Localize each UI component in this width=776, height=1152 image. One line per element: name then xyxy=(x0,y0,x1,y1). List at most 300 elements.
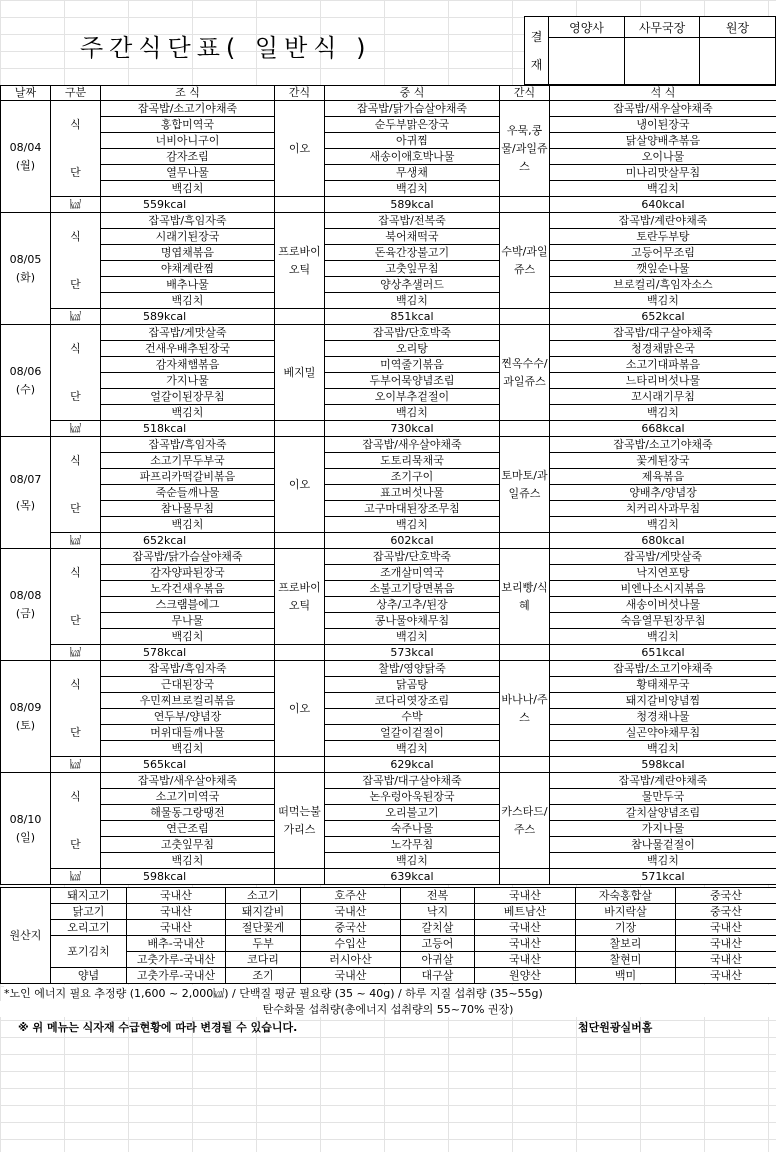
origin-country: 국내산 xyxy=(676,968,776,984)
category-cell: 식 xyxy=(51,789,101,805)
dinner-kcal: 651kcal xyxy=(550,645,776,661)
menu-row xyxy=(1,245,776,261)
breakfast-kcal: 565kcal xyxy=(101,757,275,773)
origin-country: 원양산 xyxy=(475,968,576,984)
afternoon-snack: 토마토/과일쥬스 xyxy=(500,437,550,533)
category-cell xyxy=(51,661,101,677)
approval-label: 결 재 xyxy=(525,17,549,85)
breakfast-item: 가지나물 xyxy=(101,373,275,389)
dinner-item: 잡곡밥/계란야채죽 xyxy=(550,213,776,229)
menu-row xyxy=(1,677,776,693)
column-header: 날짜 xyxy=(1,86,51,101)
date-cell xyxy=(1,773,51,885)
menu-row xyxy=(1,117,776,133)
dinner-item: 잡곡밥/계란야채죽 xyxy=(550,773,776,789)
kcal-spacer xyxy=(275,309,325,325)
breakfast-item: 열무나물 xyxy=(101,165,275,181)
breakfast-item: 감자채햄볶음 xyxy=(101,357,275,373)
origin-country: 국내산 xyxy=(676,920,776,936)
origin-row xyxy=(1,936,776,952)
breakfast-item: 잡곡밥/닭가슴살야채죽 xyxy=(101,549,275,565)
date: 08/08 xyxy=(9,588,42,602)
dinner-item: 백김치 xyxy=(550,181,776,197)
breakfast-item: 잡곡밥/흑임자죽 xyxy=(101,213,275,229)
origin-row xyxy=(1,904,776,920)
origin-country: 국내산 xyxy=(676,952,776,968)
origin-country: 국내산 xyxy=(127,920,226,936)
lunch-item: 백김치 xyxy=(325,629,500,645)
origin-item: 바지락살 xyxy=(576,904,676,920)
menu-row xyxy=(1,389,776,405)
lunch-item: 새송이애호박나물 xyxy=(325,149,500,165)
organization-name: 첨단원광실버홈 xyxy=(578,1021,653,1034)
dinner-item: 청경채나물 xyxy=(550,709,776,725)
menu-row xyxy=(1,837,776,853)
dinner-kcal: 680kcal xyxy=(550,533,776,549)
kcal-label: ㎉ xyxy=(51,645,101,661)
kcal-label: ㎉ xyxy=(51,309,101,325)
category-cell: 식 xyxy=(51,677,101,693)
column-header: 석 식 xyxy=(550,86,776,101)
origin-country: 국내산 xyxy=(475,952,576,968)
origin-country: 국내산 xyxy=(475,888,576,904)
dinner-item: 토란두부탕 xyxy=(550,229,776,245)
category-cell xyxy=(51,373,101,389)
weekday: (일) xyxy=(15,830,36,844)
origin-item: 코다리 xyxy=(226,952,301,968)
menu-row xyxy=(1,869,776,885)
menu-row xyxy=(1,853,776,869)
category-cell: 단 xyxy=(51,165,101,181)
afternoon-snack: 바나나/주스 xyxy=(500,661,550,757)
lunch-item: 순두부맑은장국 xyxy=(325,117,500,133)
breakfast-item: 백김치 xyxy=(101,629,275,645)
breakfast-kcal: 598kcal xyxy=(101,869,275,885)
origin-item: 대구살 xyxy=(401,968,475,984)
menu-row xyxy=(1,693,776,709)
category-cell: 단 xyxy=(51,725,101,741)
breakfast-kcal: 578kcal xyxy=(101,645,275,661)
origin-country: 국내산 xyxy=(301,968,401,984)
breakfast-item: 감자조림 xyxy=(101,149,275,165)
menu-row xyxy=(1,805,776,821)
nutrition-note: *노인 에너지 필요 추정량 (1,600 ~ 2,000㎉) / 단백질 평균 필요량 (35 ~ 40g) / 하루 지질 섭취량 (35~55g) xyxy=(4,985,776,1001)
kcal-spacer xyxy=(500,421,550,437)
lunch-item: 찰밥/영양닭죽 xyxy=(325,661,500,677)
menu-row xyxy=(1,773,776,789)
menu-row xyxy=(1,325,776,341)
column-header: 조 식 xyxy=(101,86,275,101)
lunch-item: 소불고기당면볶음 xyxy=(325,581,500,597)
category-cell xyxy=(51,773,101,789)
lunch-item: 도토리묵채국 xyxy=(325,453,500,469)
menu-row xyxy=(1,565,776,581)
menu-row xyxy=(1,533,776,549)
breakfast-item: 소고기무두부국 xyxy=(101,453,275,469)
origin-item: 고등어 xyxy=(401,936,475,952)
date: 08/09 xyxy=(9,700,42,714)
category-cell xyxy=(51,149,101,165)
category-cell xyxy=(51,325,101,341)
change-notice: ※ 위 메뉴는 식자재 수급현황에 따라 변경될 수 있습니다. xyxy=(18,1021,298,1034)
menu-row xyxy=(1,277,776,293)
approval-sign-box[interactable] xyxy=(625,38,700,85)
origin-item: 조기 xyxy=(226,968,301,984)
menu-row xyxy=(1,133,776,149)
breakfast-item: 파프리카떡갈비볶음 xyxy=(101,469,275,485)
dinner-item: 백김치 xyxy=(550,741,776,757)
menu-row xyxy=(1,437,776,453)
menu-row xyxy=(1,293,776,309)
menu-row xyxy=(1,421,776,437)
lunch-item: 무생채 xyxy=(325,165,500,181)
category-cell: 식 xyxy=(51,117,101,133)
dinner-kcal: 652kcal xyxy=(550,309,776,325)
approval-sign-box[interactable] xyxy=(700,38,776,85)
dinner-kcal: 598kcal xyxy=(550,757,776,773)
breakfast-item: 연근조림 xyxy=(101,821,275,837)
kcal-spacer xyxy=(275,869,325,885)
date-cell xyxy=(1,101,51,213)
morning-snack: 프로바이오틱 xyxy=(275,549,325,645)
date-cell xyxy=(1,325,51,437)
approval-sign-box[interactable] xyxy=(549,38,625,85)
origin-item: 양념 xyxy=(51,968,127,984)
origin-country: 국내산 xyxy=(127,888,226,904)
lunch-item: 노각무침 xyxy=(325,837,500,853)
dinner-item: 소고기대파볶음 xyxy=(550,357,776,373)
origin-item: 절단꽃게 xyxy=(226,920,301,936)
menu-row xyxy=(1,597,776,613)
lunch-item: 코다리엿장조림 xyxy=(325,693,500,709)
kcal-spacer xyxy=(275,533,325,549)
lunch-item: 닭곰탕 xyxy=(325,677,500,693)
approval-role: 사무국장 xyxy=(625,17,700,38)
breakfast-item: 고춧잎무침 xyxy=(101,837,275,853)
dinner-item: 잡곡밥/새우살야채죽 xyxy=(550,101,776,117)
category-cell xyxy=(51,213,101,229)
afternoon-snack: 수박/과일쥬스 xyxy=(500,213,550,309)
category-cell xyxy=(51,597,101,613)
category-cell xyxy=(51,517,101,533)
kcal-label: ㎉ xyxy=(51,533,101,549)
dinner-item: 낙지연포탕 xyxy=(550,565,776,581)
lunch-item: 고구마대된장조무침 xyxy=(325,501,500,517)
dinner-item: 청경채맑은국 xyxy=(550,341,776,357)
origin-row xyxy=(1,968,776,984)
origin-row xyxy=(1,888,776,904)
kcal-spacer xyxy=(500,197,550,213)
category-cell xyxy=(51,805,101,821)
breakfast-item: 시래기된장국 xyxy=(101,229,275,245)
category-cell xyxy=(51,853,101,869)
origin-country: 중국산 xyxy=(676,904,776,920)
origin-item: 백미 xyxy=(576,968,676,984)
lunch-item: 잡곡밥/닭가슴살야채죽 xyxy=(325,101,500,117)
menu-row xyxy=(1,661,776,677)
menu-row xyxy=(1,181,776,197)
breakfast-item: 머위대들깨나물 xyxy=(101,725,275,741)
origin-row xyxy=(1,920,776,936)
origin-item: 오리고기 xyxy=(51,920,127,936)
lunch-item: 백김치 xyxy=(325,517,500,533)
lunch-item: 수박 xyxy=(325,709,500,725)
category-cell: 식 xyxy=(51,229,101,245)
morning-snack: 이오 xyxy=(275,101,325,197)
origin-country: 수입산 xyxy=(301,936,401,952)
menu-row xyxy=(1,709,776,725)
lunch-item: 숙주나물 xyxy=(325,821,500,837)
morning-snack: 떠먹는불가리스 xyxy=(275,773,325,869)
afternoon-snack: 찐옥수수/과일쥬스 xyxy=(500,325,550,421)
breakfast-item: 잡곡밥/소고기야채죽 xyxy=(101,101,275,117)
category-cell xyxy=(51,293,101,309)
breakfast-item: 소고기미역국 xyxy=(101,789,275,805)
origin-country: 국내산 xyxy=(475,936,576,952)
origin-item: 두부 xyxy=(226,936,301,952)
lunch-item: 백김치 xyxy=(325,181,500,197)
dinner-item: 미나리맛살무침 xyxy=(550,165,776,181)
breakfast-item: 홍합미역국 xyxy=(101,117,275,133)
dinner-item: 느타리버섯나물 xyxy=(550,373,776,389)
kcal-label: ㎉ xyxy=(51,757,101,773)
category-cell: 식 xyxy=(51,565,101,581)
category-cell: 단 xyxy=(51,277,101,293)
category-cell xyxy=(51,261,101,277)
origin-country: 배추-국내산 xyxy=(127,936,226,952)
category-cell xyxy=(51,245,101,261)
origin-country: 베트남산 xyxy=(475,904,576,920)
approval-role: 원장 xyxy=(700,17,776,38)
weekly-menu-table xyxy=(0,85,776,885)
menu-row xyxy=(1,581,776,597)
date-cell xyxy=(1,213,51,325)
dinner-item: 백김치 xyxy=(550,293,776,309)
kcal-spacer xyxy=(500,533,550,549)
dinner-item: 참나물겉절이 xyxy=(550,837,776,853)
origin-label: 원산지 xyxy=(1,888,51,984)
origin-item: 갈치살 xyxy=(401,920,475,936)
category-cell: 식 xyxy=(51,341,101,357)
lunch-item: 백김치 xyxy=(325,741,500,757)
weekday: (화) xyxy=(15,270,36,284)
menu-row xyxy=(1,453,776,469)
category-cell: 단 xyxy=(51,837,101,853)
lunch-item: 얼갈이겉절이 xyxy=(325,725,500,741)
category-cell xyxy=(51,549,101,565)
breakfast-item: 백김치 xyxy=(101,181,275,197)
kcal-spacer xyxy=(275,421,325,437)
lunch-item: 양상추샐러드 xyxy=(325,277,500,293)
lunch-kcal: 573kcal xyxy=(325,645,500,661)
origin-item: 돼지고기 xyxy=(51,888,127,904)
kcal-spacer xyxy=(275,757,325,773)
dinner-kcal: 640kcal xyxy=(550,197,776,213)
lunch-kcal: 730kcal xyxy=(325,421,500,437)
category-cell xyxy=(51,693,101,709)
category-cell: 식 xyxy=(51,453,101,469)
kcal-spacer xyxy=(275,197,325,213)
breakfast-item: 백김치 xyxy=(101,405,275,421)
lunch-item: 북어채떡국 xyxy=(325,229,500,245)
dinner-item: 닭살양배추볶음 xyxy=(550,133,776,149)
breakfast-item: 백김치 xyxy=(101,517,275,533)
date: 08/06 xyxy=(9,364,42,378)
breakfast-item: 잡곡밥/흑임자죽 xyxy=(101,661,275,677)
date: 08/05 xyxy=(9,252,42,266)
origin-item: 소고기 xyxy=(226,888,301,904)
breakfast-item: 노각건새우볶음 xyxy=(101,581,275,597)
breakfast-item: 감자양파된장국 xyxy=(101,565,275,581)
kcal-label: ㎉ xyxy=(51,197,101,213)
weekday: (금) xyxy=(15,606,36,620)
menu-row xyxy=(1,373,776,389)
origin-item: 전복 xyxy=(401,888,475,904)
kcal-spacer xyxy=(500,309,550,325)
dinner-item: 갈치살양념조림 xyxy=(550,805,776,821)
menu-row xyxy=(1,549,776,565)
lunch-item: 백김치 xyxy=(325,405,500,421)
lunch-item: 오리불고기 xyxy=(325,805,500,821)
category-cell xyxy=(51,469,101,485)
breakfast-item: 죽순들깨나물 xyxy=(101,485,275,501)
menu-row xyxy=(1,213,776,229)
category-cell xyxy=(51,133,101,149)
origin-country: 국내산 xyxy=(475,920,576,936)
menu-row xyxy=(1,165,776,181)
origin-table xyxy=(0,887,776,984)
date: 08/07 xyxy=(9,472,42,486)
menu-row xyxy=(1,149,776,165)
breakfast-item: 잡곡밥/흑임자죽 xyxy=(101,437,275,453)
breakfast-item: 백김치 xyxy=(101,741,275,757)
origin-item: 찰보리 xyxy=(576,936,676,952)
dinner-item: 백김치 xyxy=(550,853,776,869)
menu-row xyxy=(1,405,776,421)
category-cell: 단 xyxy=(51,613,101,629)
category-cell: 단 xyxy=(51,501,101,517)
menu-row xyxy=(1,645,776,661)
lunch-item: 잡곡밥/단호박죽 xyxy=(325,325,500,341)
morning-snack: 프로바이오틱 xyxy=(275,213,325,309)
menu-row xyxy=(1,357,776,373)
dinner-item: 물만두국 xyxy=(550,789,776,805)
lunch-item: 잡곡밥/대구살야채죽 xyxy=(325,773,500,789)
kcal-label: ㎉ xyxy=(51,869,101,885)
breakfast-item: 해물동그랑땡전 xyxy=(101,805,275,821)
origin-item: 아귀살 xyxy=(401,952,475,968)
menu-row xyxy=(1,629,776,645)
dinner-kcal: 571kcal xyxy=(550,869,776,885)
morning-snack: 이오 xyxy=(275,661,325,757)
category-cell xyxy=(51,357,101,373)
lunch-kcal: 639kcal xyxy=(325,869,500,885)
morning-snack: 이오 xyxy=(275,437,325,533)
dinner-item: 고등어무조림 xyxy=(550,245,776,261)
kcal-spacer xyxy=(500,757,550,773)
breakfast-item: 근대된장국 xyxy=(101,677,275,693)
weekday: (토) xyxy=(15,718,36,732)
breakfast-item: 배추나물 xyxy=(101,277,275,293)
breakfast-item: 연두부/양념장 xyxy=(101,709,275,725)
category-cell xyxy=(51,629,101,645)
origin-country: 호주산 xyxy=(301,888,401,904)
weekday: (월) xyxy=(15,158,36,172)
dinner-item: 냉이된장국 xyxy=(550,117,776,133)
menu-row xyxy=(1,517,776,533)
lunch-item: 두부어묵양념조림 xyxy=(325,373,500,389)
origin-item: 닭고기 xyxy=(51,904,127,920)
lunch-item: 오리탕 xyxy=(325,341,500,357)
origin-item: 낙지 xyxy=(401,904,475,920)
category-cell xyxy=(51,709,101,725)
category-cell xyxy=(51,437,101,453)
lunch-item: 잡곡밥/새우살야채죽 xyxy=(325,437,500,453)
dinner-item: 잡곡밥/소고기야채죽 xyxy=(550,437,776,453)
menu-row xyxy=(1,309,776,325)
menu-row xyxy=(1,341,776,357)
breakfast-item: 명엽채볶음 xyxy=(101,245,275,261)
lunch-item: 백김치 xyxy=(325,853,500,869)
afternoon-snack: 우묵,콩물/과일쥬스 xyxy=(500,101,550,197)
afternoon-snack: 카스타드/주스 xyxy=(500,773,550,869)
dinner-item: 가지나물 xyxy=(550,821,776,837)
lunch-kcal: 851kcal xyxy=(325,309,500,325)
kcal-label: ㎉ xyxy=(51,421,101,437)
column-header: 간식 xyxy=(275,86,325,101)
dinner-item: 양배추/양념장 xyxy=(550,485,776,501)
dinner-item: 제육볶음 xyxy=(550,469,776,485)
kcal-spacer xyxy=(500,869,550,885)
category-cell xyxy=(51,181,101,197)
dinner-item: 돼지갈비양념찜 xyxy=(550,693,776,709)
date: 08/10 xyxy=(9,812,42,826)
date-cell xyxy=(1,549,51,661)
lunch-kcal: 589kcal xyxy=(325,197,500,213)
breakfast-kcal: 589kcal xyxy=(101,309,275,325)
dinner-item: 브로컬리/흑임자소스 xyxy=(550,277,776,293)
breakfast-item: 참나물무침 xyxy=(101,501,275,517)
lunch-item: 조기구이 xyxy=(325,469,500,485)
breakfast-item: 잡곡밥/게맛살죽 xyxy=(101,325,275,341)
lunch-item: 돈육간장불고기 xyxy=(325,245,500,261)
dinner-item: 비엔나소시지볶음 xyxy=(550,581,776,597)
breakfast-kcal: 652kcal xyxy=(101,533,275,549)
lunch-item: 표고버섯나물 xyxy=(325,485,500,501)
dinner-item: 백김치 xyxy=(550,629,776,645)
category-cell xyxy=(51,405,101,421)
afternoon-snack: 보리빵/식혜 xyxy=(500,549,550,645)
lunch-item: 오이부추겉절이 xyxy=(325,389,500,405)
menu-row xyxy=(1,741,776,757)
origin-item: 기장 xyxy=(576,920,676,936)
origin-item: 돼지갈비 xyxy=(226,904,301,920)
breakfast-item: 건새우배추된장국 xyxy=(101,341,275,357)
category-cell xyxy=(51,821,101,837)
date-cell xyxy=(1,437,51,549)
menu-row xyxy=(1,469,776,485)
menu-row xyxy=(1,821,776,837)
dinner-item: 잡곡밥/게맛살죽 xyxy=(550,549,776,565)
dinner-item: 숙음열무된장무침 xyxy=(550,613,776,629)
kcal-spacer xyxy=(500,645,550,661)
breakfast-kcal: 559kcal xyxy=(101,197,275,213)
dinner-kcal: 668kcal xyxy=(550,421,776,437)
lunch-item: 아귀찜 xyxy=(325,133,500,149)
menu-row xyxy=(1,197,776,213)
lunch-item: 콩나물야채무침 xyxy=(325,613,500,629)
breakfast-item: 너비아니구이 xyxy=(101,133,275,149)
